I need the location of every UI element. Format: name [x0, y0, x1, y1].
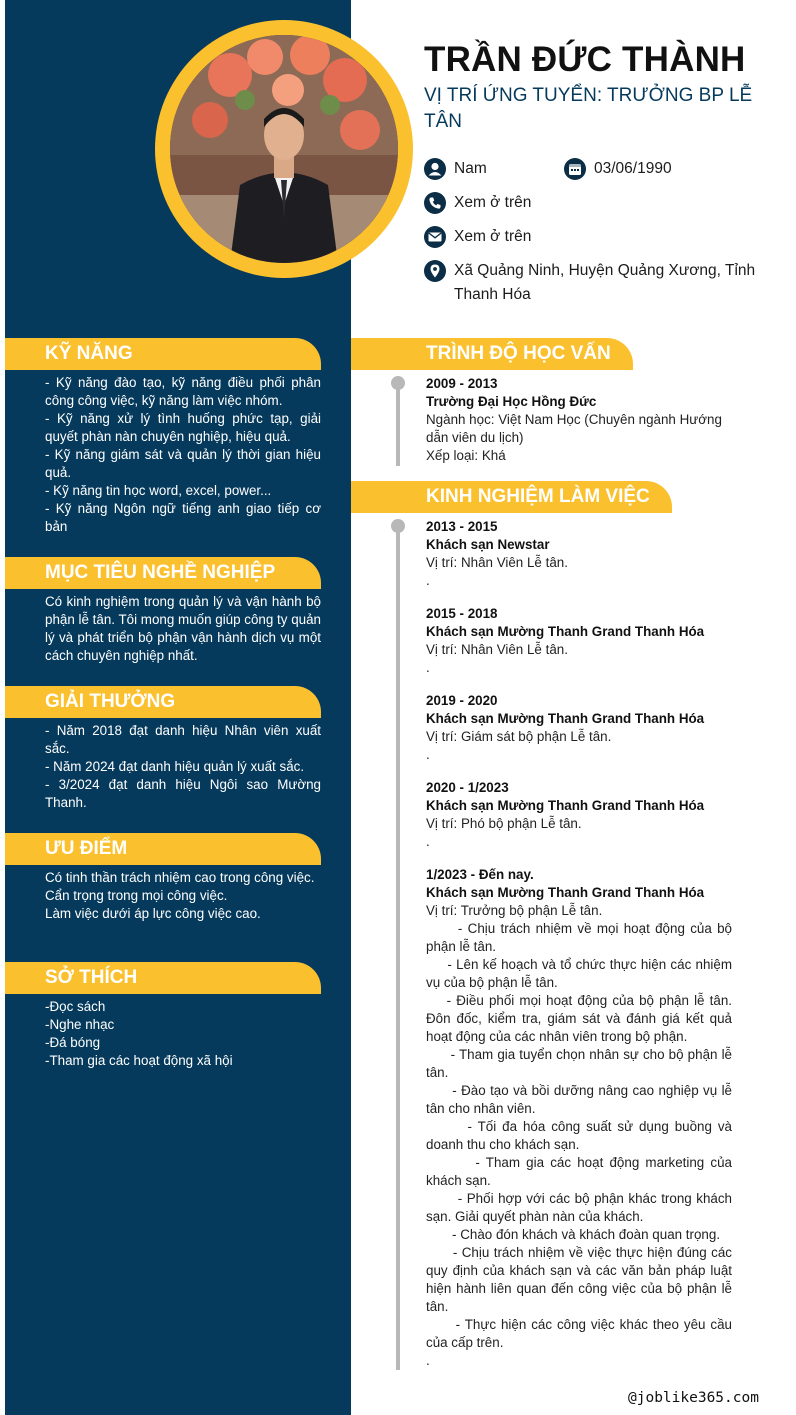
skills-heading: KỸ NĂNG: [5, 338, 321, 370]
job-end: .: [426, 747, 430, 762]
job-company: Khách sạn Mường Thanh Grand Thanh Hóa: [426, 624, 705, 639]
education-entry: [426, 375, 732, 465]
applied-position: VỊ TRÍ ỨNG TUYỂN: TRƯỞNG BP LỄ TÂN: [424, 85, 753, 132]
experience-timeline: [396, 525, 400, 1370]
education-major: Ngành học: Việt Nam Học (Chuyên ngành Hướng dẫn viên du lịch): [426, 412, 722, 445]
job-role: Vị trí: Nhân Viên Lễ tân.: [426, 642, 568, 657]
award-item: - Năm 2024 đạt danh hiệu quản lý xuất sắc.: [45, 759, 305, 774]
hobby-item: -Nghe nhạc: [45, 1017, 115, 1032]
education-timeline: [396, 382, 400, 466]
job-company: Khách sạn Mường Thanh Grand Thanh Hóa: [426, 885, 705, 900]
education-heading: TRÌNH ĐỘ HỌC VẤN: [351, 338, 633, 370]
experience-timeline-dot: [391, 519, 405, 533]
address-info: [424, 259, 764, 307]
footer-credit: @joblike365.com: [628, 1390, 759, 1406]
job-entry: [426, 605, 732, 677]
gender-info: [424, 157, 487, 181]
birthday-value: 03/06/1990: [594, 160, 672, 177]
awards-list: [45, 722, 321, 812]
job-duty: - Thực hiện các công việc khác theo yêu cầu của cấp trên.: [426, 1317, 736, 1350]
avatar-photo: [170, 35, 398, 263]
job-duty: - Chào đón khách và khách đoàn quan trọng.: [426, 1227, 721, 1242]
job-duty: - Tham gia các hoạt động marketing của khách sạn.: [426, 1155, 736, 1188]
job-role: Vị trí: Giám sát bộ phận Lễ tân.: [426, 729, 612, 744]
hobbies-heading: SỞ THÍCH: [5, 962, 321, 994]
job-company: Khách sạn Mường Thanh Grand Thanh Hóa: [426, 798, 705, 813]
strength-item: Có tinh thần trách nhiệm cao trong công việc.: [45, 870, 315, 885]
skill-item: - Kỹ năng xử lý tình huống phức tạp, giải quyết phàn nàn chuyên nghiệp, hiệu quả.: [45, 411, 321, 444]
experience-heading: KINH NGHIỆM LÀM VIỆC: [351, 481, 672, 513]
job-entry: [426, 866, 736, 1370]
job-role: Vị trí: Nhân Viên Lễ tân.: [426, 555, 568, 570]
job-duty: - Tham gia tuyển chọn nhân sự cho bộ phận lễ tân.: [426, 1047, 736, 1080]
job-duty: - Đào tạo và bồi dưỡng nâng cao nghiệp vụ lễ tân cho nhân viên.: [426, 1083, 736, 1116]
job-duty: - Điều phối mọi hoạt động của bộ phận lễ tân. Đôn đốc, kiểm tra, giám sát và đánh giá kết quả hoạt động của các nhân viên trong bộ phận.: [426, 993, 736, 1044]
job-duty: - Chịu trách nhiệm về mọi hoạt động của bộ phận lễ tân.: [426, 921, 736, 954]
education-period: 2009 - 2013: [426, 376, 498, 391]
job-duty: - Tối đa hóa công suất sử dụng buồng và doanh thu cho khách sạn.: [426, 1119, 736, 1152]
job-duty: - Chịu trách nhiệm về việc thực hiện đúng các quy định của khách sạn và các văn bản pháp luật hiện hành liên quan đến công việc của bộ phận lễ tân.: [426, 1245, 736, 1314]
address-value: Xã Quảng Ninh, Huyện Quảng Xương, Tỉnh Thanh Hóa: [454, 262, 756, 303]
strength-item: Cẩn trọng trong mọi công việc.: [45, 888, 228, 903]
job-period: 1/2023 - Đến nay.: [426, 867, 534, 882]
skill-item: - Kỹ năng Ngôn ngữ tiếng anh giao tiếp cơ bản: [45, 501, 321, 534]
strength-item: Làm việc dưới áp lực công việc cao.: [45, 906, 261, 921]
job-role: Vị trí: Trưởng bộ phận Lễ tân.: [426, 903, 603, 918]
email-value: Xem ở trên: [454, 228, 532, 245]
job-entry: [426, 692, 732, 764]
hobby-item: -Đá bóng: [45, 1035, 101, 1050]
phone-value: Xem ở trên: [454, 194, 532, 211]
education-timeline-dot: [391, 376, 405, 390]
email-info: [424, 225, 531, 249]
skill-item: - Kỹ năng tin học word, excel, power...: [45, 483, 272, 498]
job-end: .: [426, 660, 430, 675]
job-period: 2013 - 2015: [426, 519, 498, 534]
skills-list: [45, 374, 321, 536]
strengths-list: [45, 869, 321, 923]
job-period: 2020 - 1/2023: [426, 780, 509, 795]
job-end: .: [426, 834, 430, 849]
job-entry: [426, 518, 732, 590]
phone-icon: [424, 192, 446, 214]
mail-icon: [424, 226, 446, 248]
job-period: 2015 - 2018: [426, 606, 498, 621]
location-pin-icon: [424, 260, 446, 282]
candidate-name: TRẦN ĐỨC THÀNH: [424, 40, 746, 79]
skill-item: - Kỹ năng đào tạo, kỹ năng điều phối phân công công việc, kỹ năng làm việc nhóm.: [45, 375, 321, 408]
awards-heading: GIẢI THƯỞNG: [5, 686, 321, 718]
job-end: .: [426, 573, 430, 588]
job-company: Khách sạn Mường Thanh Grand Thanh Hóa: [426, 711, 705, 726]
calendar-icon: [564, 158, 586, 180]
award-item: - 3/2024 đạt danh hiệu Ngôi sao Mường Thanh.: [45, 777, 321, 810]
award-item: - Năm 2018 đạt danh hiệu Nhân viên xuất sắc.: [45, 723, 321, 756]
job-role: Vị trí: Phó bộ phận Lễ tân.: [426, 816, 582, 831]
hobby-item: -Tham gia các hoạt động xã hội: [45, 1053, 233, 1068]
hobbies-list: [45, 998, 321, 1070]
job-entry: [426, 779, 732, 851]
avatar: [170, 35, 398, 263]
objective-text: [45, 593, 321, 665]
user-icon: [424, 158, 446, 180]
job-company: Khách sạn Newstar: [426, 537, 550, 552]
education-grade: Xếp loại: Khá: [426, 448, 506, 463]
strengths-heading: ƯU ĐIỂM: [5, 833, 321, 865]
education-school: Trường Đại Học Hồng Đức: [426, 394, 597, 409]
job-duty: - Phối hợp với các bộ phận khác trong khách sạn. Giải quyết phàn nàn của khách.: [426, 1191, 736, 1224]
phone-info: [424, 191, 531, 215]
skill-item: - Kỹ năng giám sát và quản lý thời gian hiệu quả.: [45, 447, 321, 480]
objective-paragraph: Có kinh nghiệm trong quản lý và vận hành bộ phận lễ tân. Tôi mong muốn giúp công ty quản lý và phát triển bộ phận vận hành dịch vụ một cách chuyên nghiệp nhất.: [45, 594, 321, 663]
job-duty: - Lên kế hoạch và tổ chức thực hiện các nhiệm vụ của bộ phận lễ tân.: [426, 957, 736, 990]
objective-heading: MỤC TIÊU NGHỀ NGHIỆP: [5, 557, 321, 589]
job-end: .: [426, 1353, 430, 1368]
birthday-info: [564, 157, 672, 181]
job-period: 2019 - 2020: [426, 693, 498, 708]
gender-value: Nam: [454, 160, 487, 177]
hobby-item: -Đọc sách: [45, 999, 106, 1014]
